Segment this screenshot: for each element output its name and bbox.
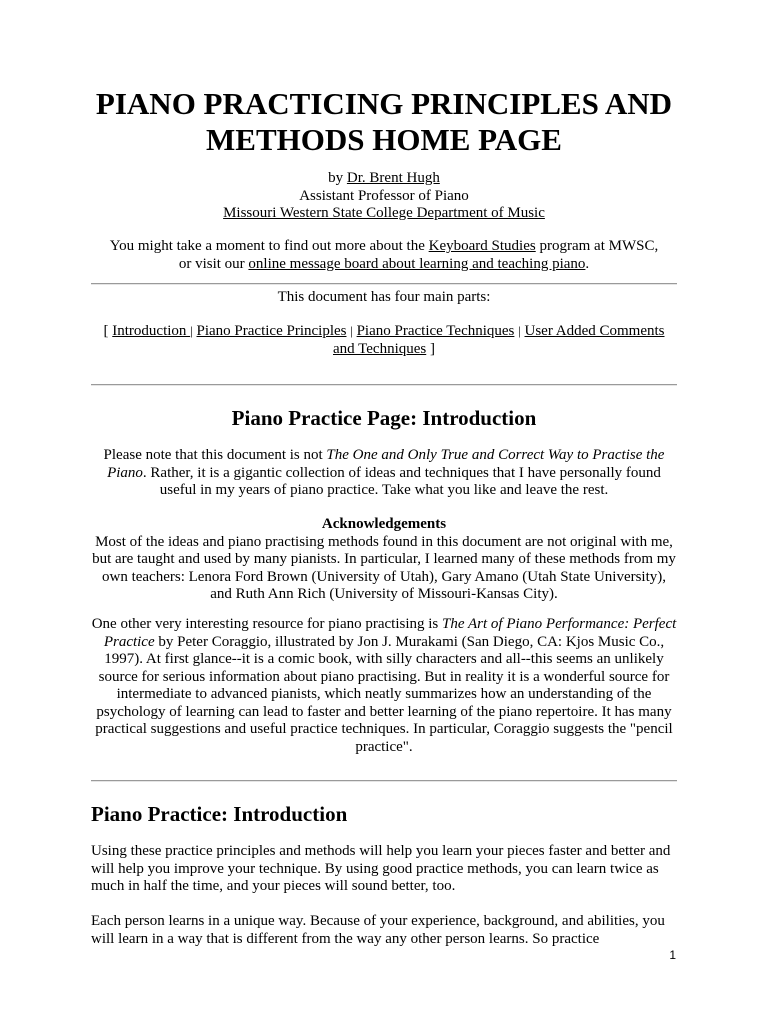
intro-note: You might take a moment to find out more about the Keyboard Studies program at MWSC, or visit our online message board about learning and teaching piano. (109, 238, 659, 272)
nav-link-techniques[interactable]: Piano Practice Techniques (356, 323, 515, 339)
nav-link-principles[interactable]: Piano Practice Principles (196, 323, 347, 339)
section-heading-intro: Piano Practice Page: Introduction (231, 406, 537, 430)
acknowledgements-heading: Acknowledgements (321, 516, 447, 532)
practice-unique-paragraph: Each person learns in a unique way. Because of your experience, background, and abilities, you will learn in a way that is different from the way any other person learns. So practice (91, 913, 665, 947)
practice-intro-paragraph: Using these practice principles and methods will help you learn your pieces faster and better and will help you improve your technique. By using good practice methods, you can learn twice as much in half the time, and your pieces will sound better, too. (91, 843, 671, 894)
acknowledgements-text: Most of the ideas and piano practising methods found in this document are not original with me, but are taught and used by many pianists. In particular, I learned many of these methods from my own teachers: Lenora Ford Brown (University of Utah), Gary Amano (Utah State University), and Ruth Ann Rich (University of Missouri-Kansas City). (92, 533, 676, 602)
title-line-2: METHODS HOME PAGE (206, 122, 562, 157)
author-position: Assistant Professor of Piano (299, 187, 469, 204)
divider (91, 384, 677, 386)
title-line-1: PIANO PRACTICING PRINCIPLES AND (95, 86, 673, 121)
keyboard-studies-link[interactable]: Keyboard Studies (428, 238, 536, 254)
author-link[interactable]: Dr. Brent Hugh (346, 170, 440, 186)
byline: by Dr. Brent Hugh Assistant Professor of Piano Missouri Western State College Department of Music (223, 170, 545, 221)
page-title (91, 86, 677, 158)
section-heading-practice-intro: Piano Practice: Introduction (91, 802, 348, 826)
acknowledgements (91, 516, 677, 604)
page-number: 1 (669, 948, 676, 962)
disclaimer-paragraph: Please note that this document is not The One and Only True and Correct Way to Practise the Piano. Rather, it is a gigantic collection of ideas and techniques that I have personally found useful in my years of piano practice. Take what you like and leave the rest. (103, 447, 665, 498)
resource-paragraph: One other very interesting resource for piano practising is The Art of Piano Performance: Perfect Practice by Peter Coraggio, illustrated by Jon J. Murakami (San Diego, CA: Kjos Music Co., 1997). At first glance--it is a comic book, with silly characters and all--this seems an unlikely source for serious information about piano practising. But in reality it is a wonderful source for intermediate to advanced pianists, which neatly summarizes how an understanding of the psychology of learning can lead to faster and better learning of the piano repertoire. It has many practical suggestions and useful practice techniques. In particular, Coraggio suggests the "pencil practice". (91, 616, 677, 755)
divider (91, 780, 677, 782)
message-board-link[interactable]: online message board about learning and teaching piano (248, 255, 586, 272)
divider (91, 283, 677, 285)
parts-nav: [ Introduction | Piano Practice Principles | Piano Practice Techniques | User Added Comments and Techniques ] (103, 323, 665, 357)
nav-link-introduction[interactable]: Introduction (112, 323, 191, 339)
department-link[interactable]: Missouri Western State College Department of Music (223, 205, 545, 221)
parts-heading: This document has four main parts: (277, 289, 491, 305)
nav-link-user-comments[interactable]: User Added Comments and Techniques (333, 323, 665, 357)
